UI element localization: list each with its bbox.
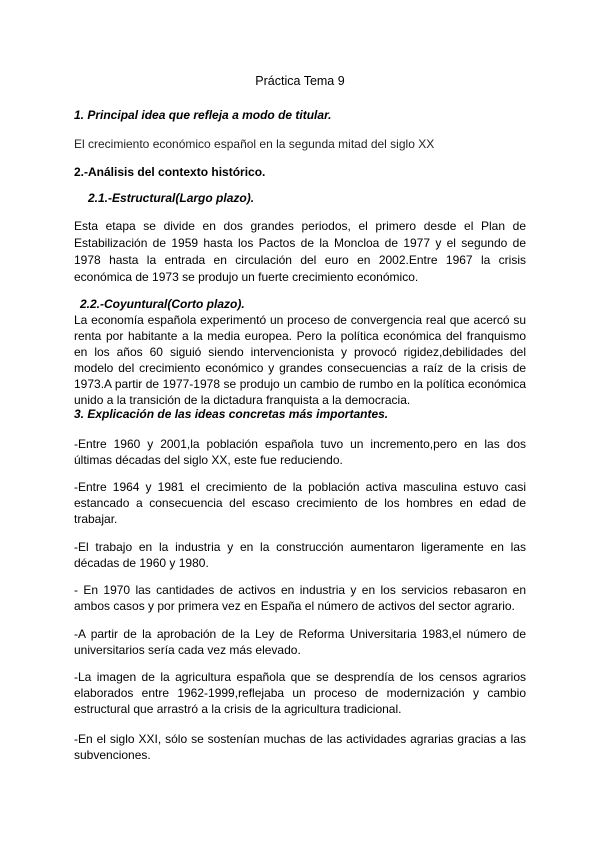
section2-sub2-text: La economía española experimentó un proceso de convergencia real que acercó su renta por habitante a la media europea. Pero la política económica del franquismo en los años 60 siguió siendo intervencionista y provocó rigidez,debilidades del modelo del crecimiento económico y grandes consecuencias a raíz de la crisis de 1973.A partir de 1977-1978 se produjo un cambio de rumbo en la política económica unido a la transición de la dictadura franquista a la democracia. [74,313,526,407]
section3-item: -La imagen de la agricultura española que se desprendía de los censos agrarios elaborados entre 1962-1999,reflejaba un proceso de modernización y cambio estructural que arrastró a la crisis de la agricultura tradicional. [74,670,526,716]
section1-heading: 1. Principal idea que refleja a modo de titular. [74,108,332,122]
section3-item: -En el siglo XXI, sólo se sostenían muchas de las actividades agrarias gracias a las subvenciones. [74,732,526,762]
section3-item: -Entre 1964 y 1981 el crecimiento de la población activa masculina estuvo casi estancado a consecuencia del escaso crecimiento de los hombres en edad de trabajar. [74,480,526,526]
section2-sub2-heading: 2.2.-Coyuntural(Corto plazo). [80,297,245,311]
section3-item: - En 1970 las cantidades de activos en industria y en los servicios rebasaron en ambos casos y por primera vez en España el número de activos del sector agrario. [74,583,526,613]
document-title: Práctica Tema 9 [255,74,345,88]
section1-text: El crecimiento económico español en la segunda mitad del siglo XX [74,137,435,151]
section3-item: -Entre 1960 y 2001,la población española tuvo un incremento,pero en las dos últimas décadas del siglo XX, este fue reduciendo. [74,437,526,467]
section3-item: -El trabajo en la industria y en la construcción aumentaron ligeramente en las décadas de 1960 y 1980. [74,540,526,570]
section2-sub1-heading: 2.1.-Estructural(Largo plazo). [88,191,255,205]
section3-heading: 3. Explicación de las ideas concretas más importantes. [74,407,389,421]
section2-heading: 2.-Análisis del contexto histórico. [74,165,266,179]
section3-item: -A partir de la aprobación de la Ley de Reforma Universitaria 1983,el número de universitarios sería cada vez más elevado. [74,627,526,657]
section2-sub1-text: Esta etapa se divide en dos grandes periodos, el primero desde el Plan de Estabilización de 1959 hasta los Pactos de la Moncloa de 1977 y el segundo de 1978 hasta la entrada en circulación del euro en 2002.Entre 1967 la crisis económica de 1973 se produjo un fuerte crecimiento económico. [74,219,526,284]
